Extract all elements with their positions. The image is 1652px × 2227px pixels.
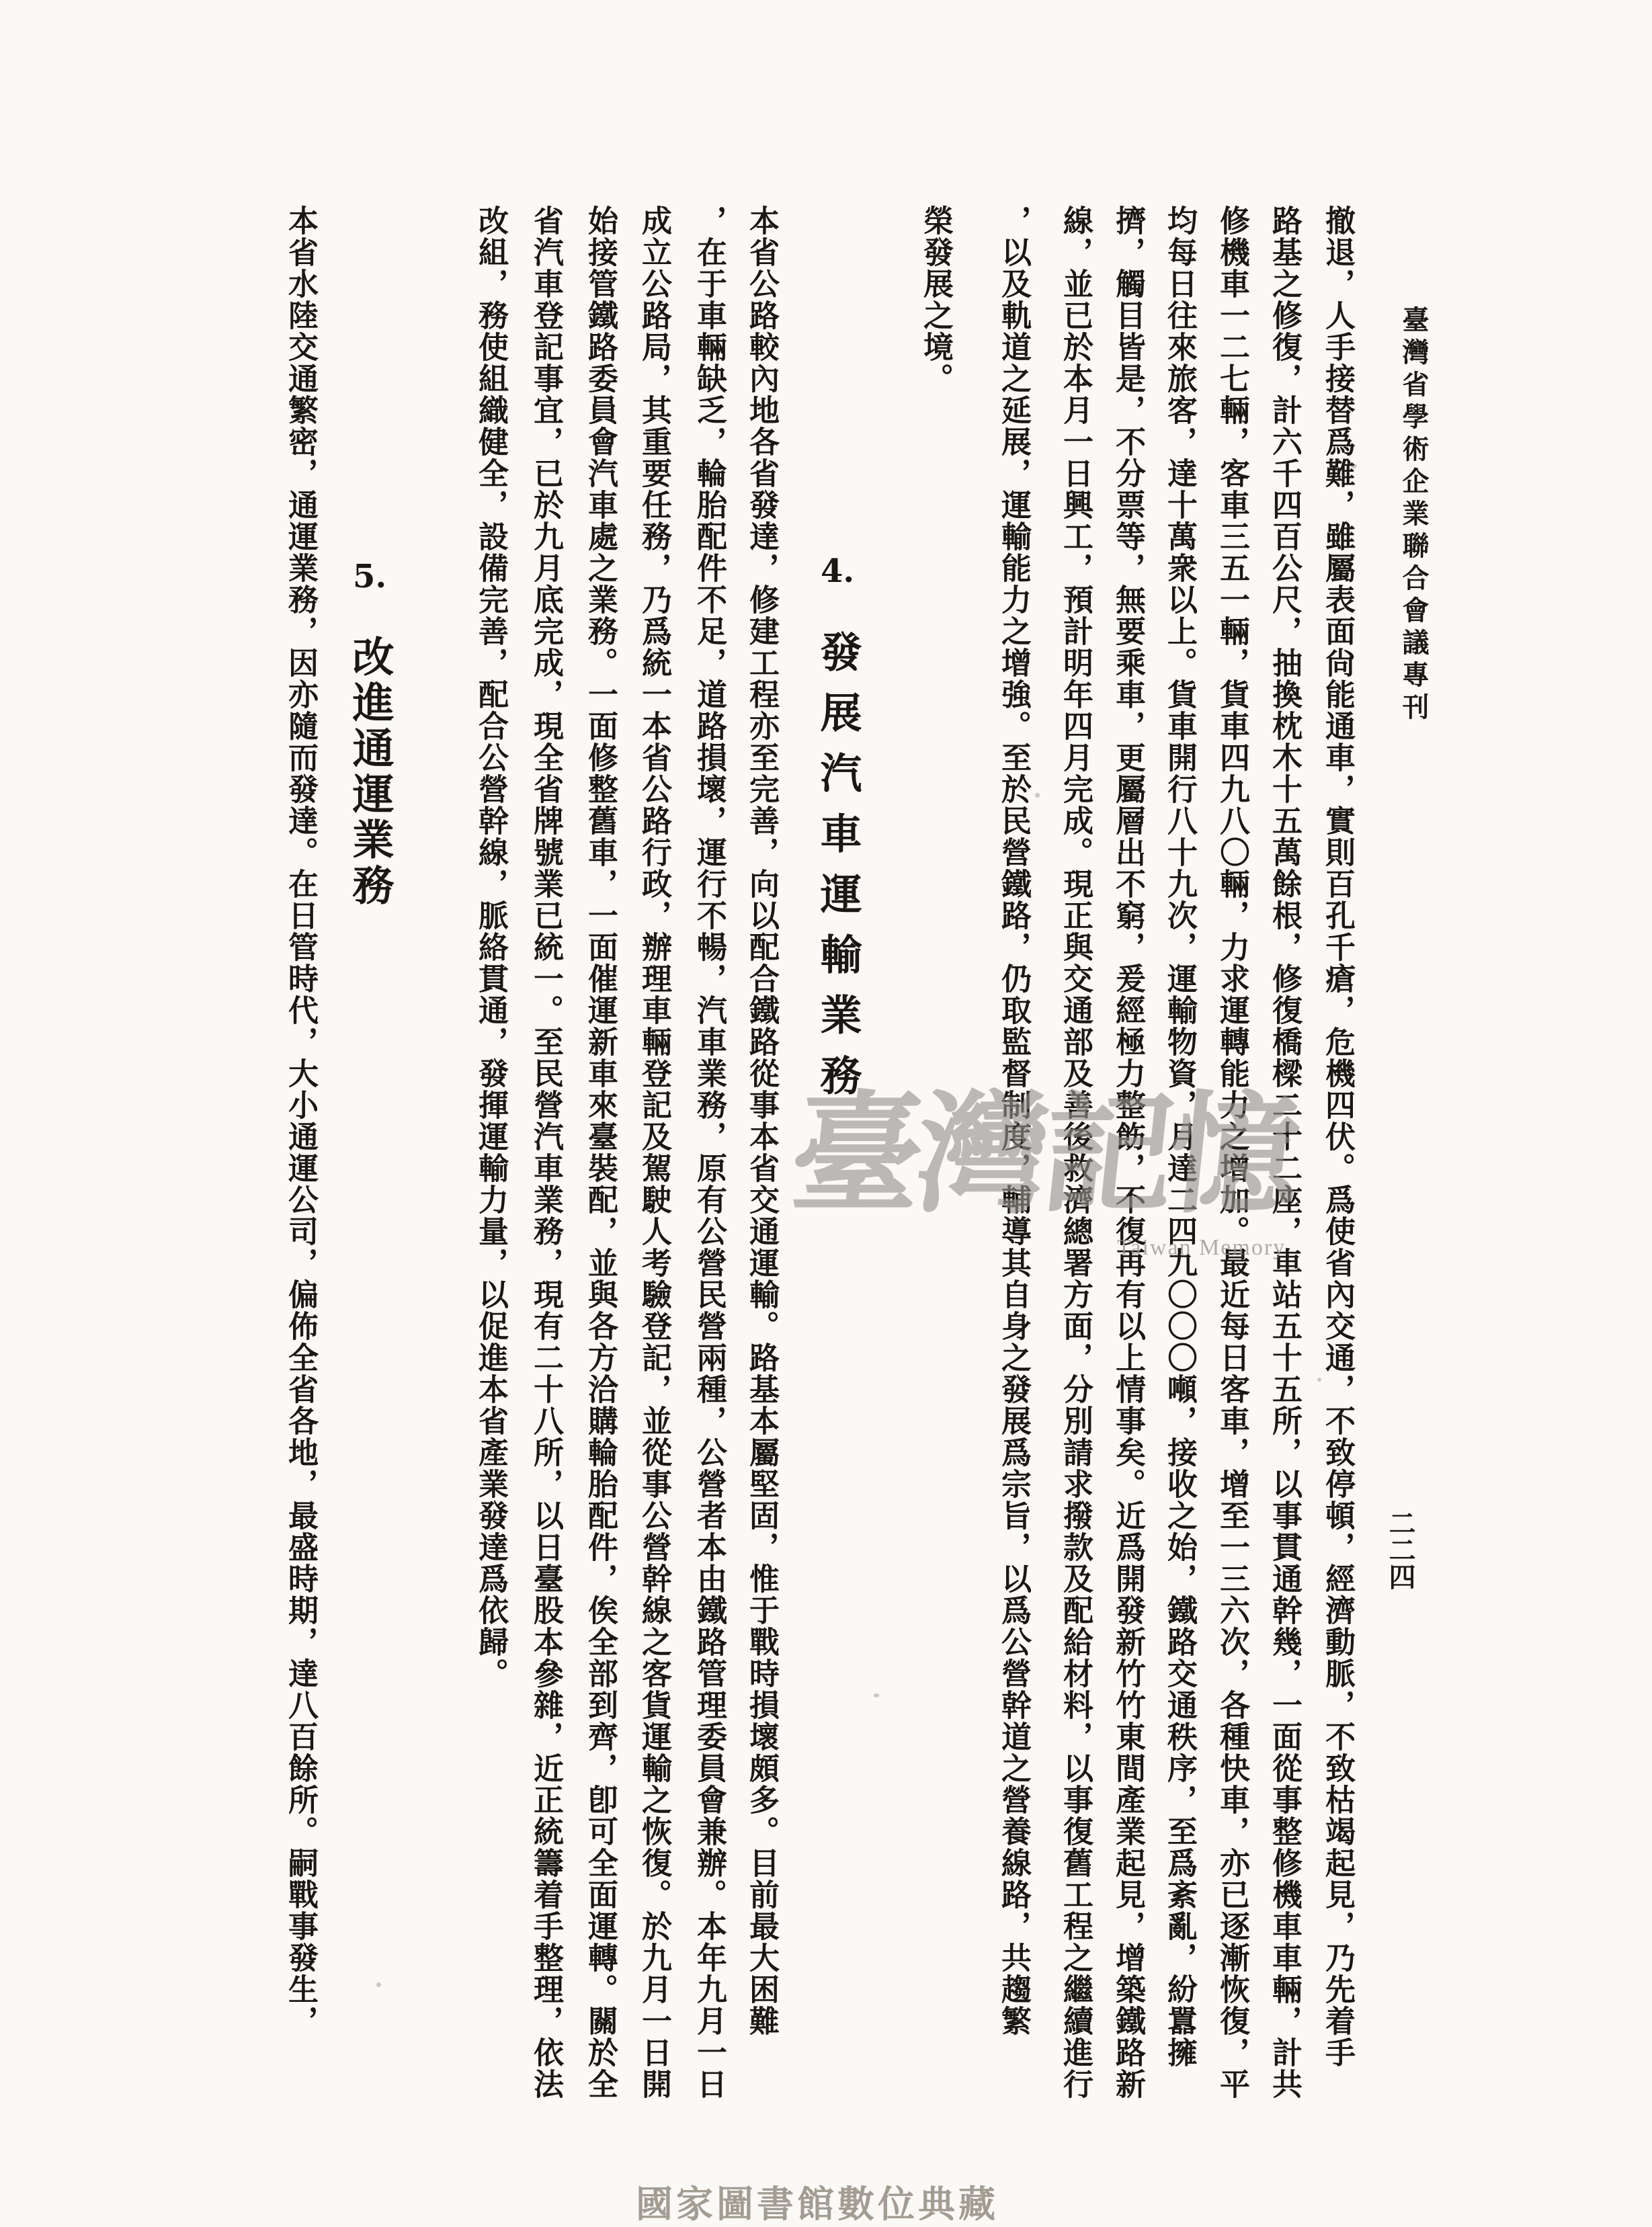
- text-column: 榮發展之境。: [918, 205, 954, 394]
- text-column: 省汽車登記事宜，已於九月底完成，現全省牌號業已統一。至民營汽車業務，現有二十八所，以日臺股本參雜，近正統籌着手整理，依法: [528, 205, 564, 2100]
- section-4-number: 4.: [820, 552, 855, 590]
- text-column: 線，並已於本月一日興工，預計明年四月完成。現正與交通部及善後救濟總署方面，分別請求撥款及配給材料，以事復舊工程之繼續進行: [1058, 205, 1093, 2100]
- scan-speck: [1351, 464, 1357, 468]
- watermark-cjk: 臺灣記憶: [784, 1077, 1303, 1231]
- text-column: 成立公路局，其重要任務，乃爲統一本省公路行政，辦理車輛登記及駕駛人考驗登記，並從事公營幹線之客貨運輸之恢復。於九月一日開: [636, 205, 672, 2100]
- text-column: 始接管鐵路委員會汽車處之業務。一面修整舊車，一面催運新車來臺裝配，並與各方洽購輪胎配件，俟全部到齊，卽可全面運轉。關於全: [583, 205, 618, 2100]
- text-column: 本省公路較內地各省發達，修建工程亦至完善，向以配合鐵路從事本省交通運輸。路基本屬堅固，惟于戰時損壞頗多。目前最大困難: [744, 205, 780, 2037]
- text-column: ，以及軌道之延展，運輸能力之增強。至於民營鐵路，仍取監督制度，輔導其自身之發展爲宗旨，以爲公營幹道之營養線路，共趨繁: [996, 205, 1032, 2037]
- page-number: 二二四: [1385, 1509, 1416, 1590]
- text-column: ，在于車輛缺乏，輪胎配件不足，道路損壞，運行不暢，汽車業務，原有公營民營兩種，公營者本由鐵路管理委員會兼辦。本年九月一日: [692, 205, 727, 2100]
- section-4-title: 發展汽車運輸業務: [813, 630, 862, 1114]
- text-column: 本省水陸交通繁密，通運業務，因亦隨而發達。在日管時代，大小通運公司，偏佈全省各地，最盛時期，達八百餘所。嗣戰事發生，: [283, 205, 319, 2037]
- section-5-number: 5.: [352, 558, 387, 595]
- text-column: 改組，務使組織健全，設備完善，配合公營幹線，脈絡貫通，發揮運輸力量，以促進本省產業發達爲依歸。: [473, 205, 509, 1689]
- watermark-latin: Taiwan Memory: [1117, 1235, 1286, 1260]
- text-column: 路基之修復，計六千四百公尺，抽換枕木十五萬餘根，修復橋樑二十二座，車站五十五所，以事貫通幹幾，一面從事整修機車車輛，計共: [1267, 205, 1303, 2100]
- scan-speck: [874, 1693, 879, 1697]
- text-column: 擠，觸目皆是，不分票等，無要乘車，更屬層出不窮，爰經極力整飭，不復再有以上情事矣。近爲開發新竹竹東間產業起見，增築鐵路新: [1110, 205, 1146, 2100]
- footer-credit: 國家圖書館數位典藏: [636, 2183, 999, 2225]
- scan-speck: [1035, 793, 1040, 798]
- text-column: 均每日往來旅客，達十萬衆以上。貨車開行八十九次，運輸物資，月達二四九〇〇〇噸，接收之始，鐵路交通秩序，至爲紊亂，紛囂擁: [1162, 205, 1198, 2068]
- scan-speck: [376, 1982, 381, 1987]
- section-5-title: 改進通運業務: [345, 635, 395, 909]
- text-column: 修機車一二七輛，客車三五一輛，貨車四九八〇輛，力求運轉能力之增加。最近每日客車，增至一三六次，各種快車，亦已逐漸恢復，平: [1214, 205, 1250, 2100]
- running-header: 臺灣省學術企業聯合會議專刊: [1398, 306, 1430, 725]
- text-column: 撤退，人手接替爲難，雖屬表面尙能通車，實則百孔千瘡，危機四伏。爲使省內交通，不致停頓，經濟動脈，不致枯竭起見，乃先着手: [1320, 205, 1356, 2068]
- scan-speck: [1317, 1378, 1321, 1382]
